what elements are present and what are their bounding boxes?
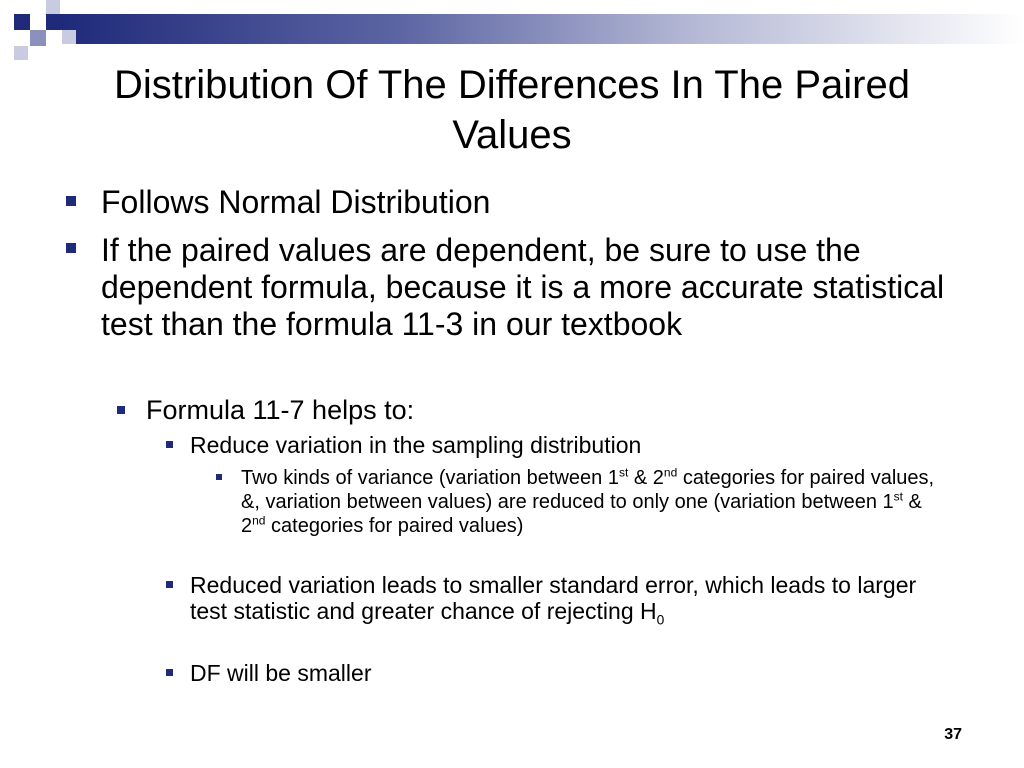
slide-title: Distribution Of The Differences In The Paired Values: [114, 63, 910, 157]
page-number: 37: [944, 726, 962, 743]
bullet-follows-normal: Follows Normal Distribution: [101, 184, 491, 220]
square-bullet-icon: [117, 406, 125, 414]
decorative-square: [14, 46, 28, 60]
square-bullet-icon: [216, 474, 222, 480]
decorative-square: [62, 30, 76, 44]
square-bullet-icon: [66, 243, 76, 253]
square-bullet-icon: [166, 581, 173, 588]
decorative-square: [46, 0, 60, 14]
bullet-two-kinds-variance: Two kinds of variance (variation between 1st & 2nd categories for paired values, &, variation between values) are reduced to only one (variation between 1st & 2nd categories for paired values): [241, 465, 935, 537]
square-bullet-icon: [166, 669, 173, 676]
decorative-square: [14, 14, 30, 30]
bullet-formula-11-7: Formula 11-7 helps to:: [146, 395, 415, 425]
bullet-df-smaller: DF will be smaller: [190, 660, 372, 686]
square-bullet-icon: [66, 196, 76, 206]
bullet-dependent-formula: If the paired values are dependent, be sure to use the dependent formula, because it is a more accurate statistical test than the formula 11-3 in our textbook: [101, 232, 945, 342]
decorative-square: [46, 14, 62, 30]
header-gradient-bar: [62, 14, 1024, 44]
bullet-reduce-variation: Reduce variation in the sampling distribution: [190, 432, 642, 458]
decorative-square: [30, 30, 46, 46]
bullet-reduced-variation-leads: Reduced variation leads to smaller standard error, which leads to larger test statistic and greater chance of rejecting $H_0$: [190, 572, 917, 628]
square-bullet-icon: [166, 441, 173, 448]
